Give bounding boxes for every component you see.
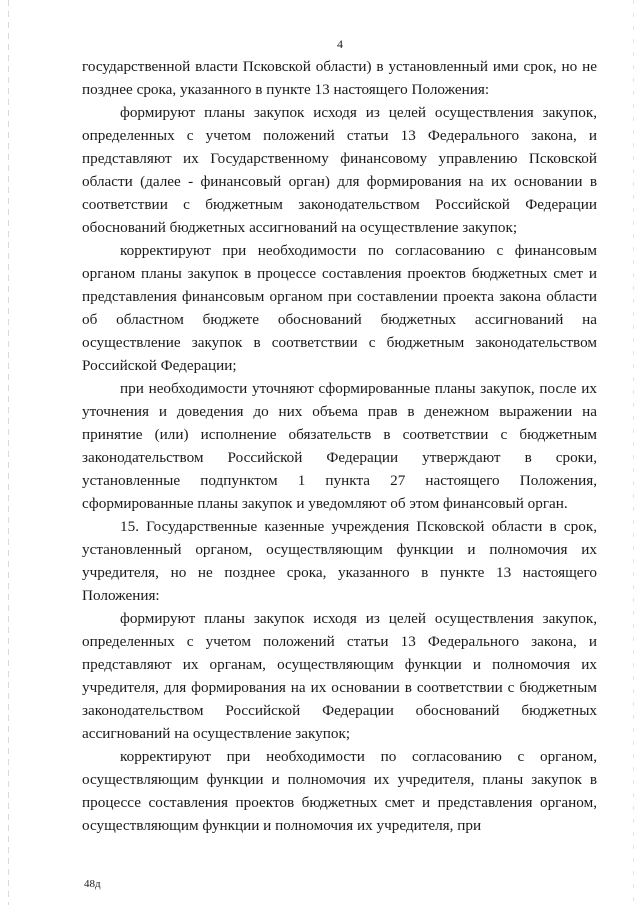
paragraph-adjust-plans-financial: корректируют при необходимости по согласованию с финансовым органом планы закупок в процессе составления проектов бюджетных смет и представления финансовым органом при составлении проекта закона области об областном бюджете обоснований бюджетных ассигнований на осуществление закупок в соответствии с бюджетным законодательством Российской Федерации; [82, 242, 597, 374]
paragraph-form-plans-founder: формируют планы закупок исходя из целей осуществления закупок, определенных с учетом положений статьи 13 Федерального закона, и представляют их органам, осуществляющим функции и полномочия их учредителя, для формирования на их основании в соответствии с бюджетным законодательством Российской Федерации обоснований бюджетных ассигнований на осуществление закупок; [82, 610, 597, 742]
document-body [82, 55, 597, 837]
paragraph-item-15: 15. Государственные казенные учреждения Псковской области в срок, установленный органом, осуществляющим функции и полномочия их учредителя, но не позднее срока, указанного в пункте 13 настоящего Положения: [82, 518, 597, 604]
scan-edge-right [633, 0, 634, 905]
paragraph-refine-plans: при необходимости уточняют сформированные планы закупок, после их уточнения и доведения до них объема прав в денежном выражении на принятие (или) исполнение обязательств в соответствии с бюджетным законодательством Российской Федерации утверждают в сроки, установленные подпунктом 1 пункта 27 настоящего Положения, сформированные планы закупок и уведомляют об этом финансовый орган. [82, 380, 597, 512]
page-number: 4 [337, 37, 343, 51]
paragraph-form-plans-financial: формируют планы закупок исходя из целей осуществления закупок, определенных с учетом положений статьи 13 Федерального закона, и представляют их Государственному финансовому управлению Псковской области (далее - финансовый орган) для формирования на их основании в соответствии с бюджетным законодательством Российской Федерации обоснований бюджетных ассигнований на осуществление закупок; [82, 104, 597, 236]
paragraph-continuation: государственной власти Псковской области) в установленный ими срок, но не позднее срока, указанного в пункте 13 настоящего Положения: [82, 58, 597, 98]
footer-code: 48д [84, 878, 101, 890]
scan-edge-left [8, 0, 9, 905]
paragraph-adjust-plans-founder: корректируют при необходимости по согласованию с органом, осуществляющим функции и полномочия их учредителя, планы закупок в процессе составления проектов бюджетных смет и представления органом, осуществляющим функции и полномочия их учредителя, при [82, 748, 597, 834]
